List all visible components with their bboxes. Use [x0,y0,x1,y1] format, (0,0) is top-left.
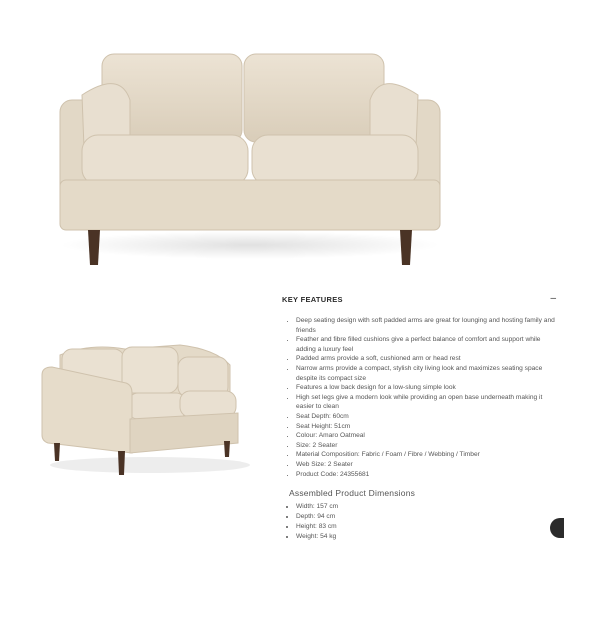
list-item: • Deep seating design with soft padded arms are great for lounging and hosting family and friends [296,316,556,335]
sofa-angle-image [30,335,255,480]
list-item: • Size: 2 Seater [296,441,556,451]
collapse-toggle-icon[interactable]: – [550,293,556,304]
list-item: • Seat Height: 51cm [296,422,556,432]
key-features-header[interactable] [282,292,556,306]
dimensions-title: Assembled Product Dimensions [289,488,416,499]
list-item: • Web Size: 2 Seater [296,460,556,470]
list-item: • Feather and fibre filled cushions give a perfect balance of comfort and support while adding a luxury feel [296,335,556,354]
list-item: • Colour: Amaro Oatmeal [296,431,556,441]
list-item: • Product Code: 24355681 [296,470,556,480]
list-item: • High set legs give a modern look while providing an open base underneath making it easier to clean [296,393,556,412]
chat-button[interactable] [550,518,564,538]
list-item: • Padded arms provide a soft, cushioned arm or head rest [296,354,556,364]
list-item: • Material Composition: Fabric / Foam / Fibre / Webbing / Timber [296,450,556,460]
list-item: • Weight: 54 kg [296,532,556,542]
dimensions-list [282,502,556,542]
key-features-section [282,292,556,542]
feature-list [282,316,556,479]
list-item: • Seat Depth: 60cm [296,412,556,422]
sofa-front-image [50,40,450,280]
key-features-title: KEY FEATURES [282,294,343,304]
list-item: • Narrow arms provide a compact, stylish city living look and maximizes seating space despite its compact size [296,364,556,383]
list-item: • Width: 157 cm [296,502,556,512]
list-item: • Depth: 94 cm [296,512,556,522]
list-item: • Height: 83 cm [296,522,556,532]
list-item: • Features a low back design for a low-slung simple look [296,383,556,393]
